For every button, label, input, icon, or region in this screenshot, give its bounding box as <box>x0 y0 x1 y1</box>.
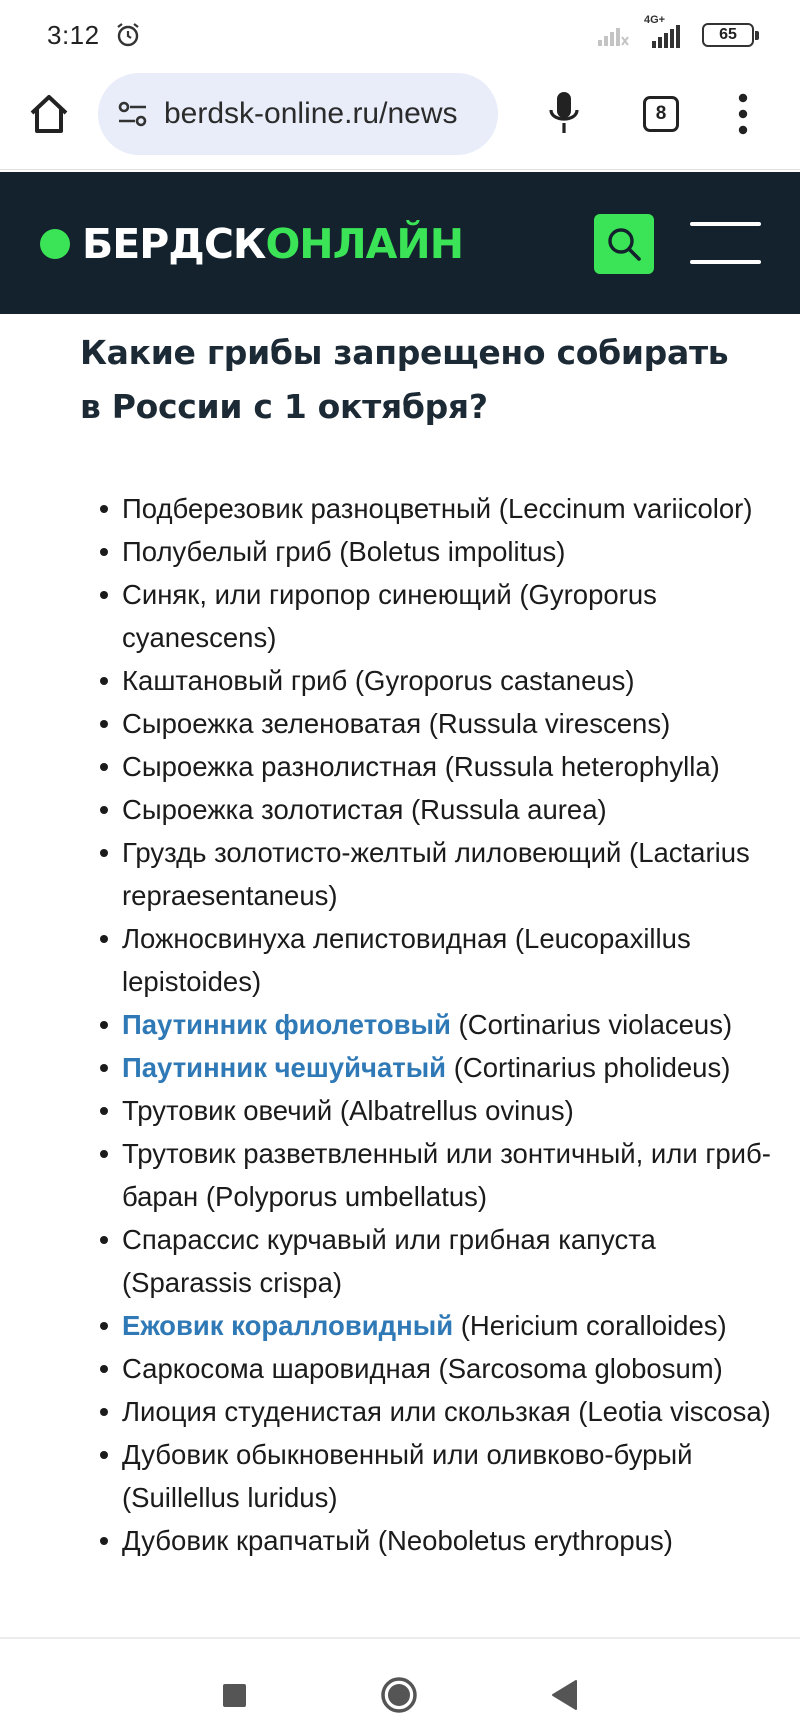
address-bar[interactable] <box>98 73 498 155</box>
home-circle-icon[interactable] <box>380 1676 418 1714</box>
more-vert-icon[interactable] <box>733 92 753 136</box>
list-item <box>122 1347 782 1390</box>
list-item-text: Ложносвинуха лепистовидная (Leucopaxillus lepistoides) <box>122 923 691 997</box>
list-item <box>122 1304 782 1347</box>
status-bar <box>0 0 800 70</box>
list-item <box>122 745 782 788</box>
list-item-text: Спарассис курчавый или грибная капуста (Sparassis crispa) <box>122 1224 656 1298</box>
article-title: Какие грибы запрещено собирать в России с 1 октября? <box>80 333 729 426</box>
logo-text-part1: БЕРДСК <box>82 220 266 268</box>
back-icon[interactable] <box>550 1679 578 1711</box>
list-item <box>122 1433 782 1519</box>
status-time: 3:12 <box>47 19 100 50</box>
signal-strong-icon <box>650 25 684 49</box>
list-item-text: Груздь золотисто-желтый лиловеющий (Lactarius repraesentaneus) <box>122 837 750 911</box>
list-item-text: Трутовик разветвленный или зонтичный, или гриб-баран (Polyporus umbellatus) <box>122 1138 771 1212</box>
site-logo[interactable] <box>40 220 463 268</box>
list-item-text: Сыроежка зеленоватая (Russula virescens) <box>122 708 671 739</box>
battery-icon <box>702 23 754 47</box>
list-item-text: (Cortinarius pholideus) <box>446 1052 731 1083</box>
list-item <box>122 917 782 1003</box>
battery-level: 65 <box>719 26 737 43</box>
burger-menu-icon[interactable] <box>690 222 761 264</box>
list-item <box>122 487 782 530</box>
list-item-link[interactable]: Паутинник фиолетовый <box>122 1009 451 1040</box>
browser-toolbar <box>0 70 800 170</box>
signal-weak-icon <box>596 23 630 47</box>
alarm-icon <box>114 21 142 49</box>
list-item <box>122 1003 782 1046</box>
mushroom-list <box>122 487 782 1562</box>
list-item-text: (Hericium coralloides) <box>453 1310 727 1341</box>
list-item <box>122 831 782 917</box>
list-item-text: Подберезовик разноцветный (Leccinum variicolor) <box>122 493 753 524</box>
list-item <box>122 573 782 659</box>
list-item <box>122 1519 782 1562</box>
recents-icon[interactable] <box>223 1684 246 1707</box>
search-button[interactable] <box>594 214 654 274</box>
list-item <box>122 659 782 702</box>
list-item <box>122 1132 782 1218</box>
signal-strong-wrapper <box>644 14 688 47</box>
list-item-text: Лиоция студенистая или скользкая (Leotia viscosa) <box>122 1396 771 1427</box>
list-item <box>122 1390 782 1433</box>
list-item-text: Саркосома шаровидная (Sarcosoma globosum) <box>122 1353 723 1384</box>
list-item <box>122 1046 782 1089</box>
list-item <box>122 530 782 573</box>
list-item <box>122 1089 782 1132</box>
burger-line <box>690 260 761 264</box>
list-item-link[interactable]: Ежовик коралловидный <box>122 1310 454 1341</box>
url-text[interactable]: berdsk-online.ru/news <box>164 97 458 130</box>
logo-text-part2: ОНЛАЙН <box>265 220 464 268</box>
list-item-text: Дубовик крапчатый (Neoboletus erythropus) <box>122 1525 673 1556</box>
list-item-text: Сыроежка разнолистная (Russula heterophylla) <box>122 751 720 782</box>
list-item-text: Дубовик обыкновенный или оливково-бурый (Suillellus luridus) <box>122 1439 693 1513</box>
list-item-text: Синяк, или гиропор синеющий (Gyroporus cyanescens) <box>122 579 657 653</box>
list-item-text: Сыроежка золотистая (Russula aurea) <box>122 794 607 825</box>
list-item-link[interactable]: Паутинник чешуйчатый <box>122 1052 447 1083</box>
burger-line <box>690 222 761 226</box>
tabs-icon[interactable] <box>643 96 679 132</box>
network-type-label: 4G+ <box>644 14 666 26</box>
list-item-text: Полубелый гриб (Boletus impolitus) <box>122 536 566 567</box>
tune-icon[interactable] <box>116 97 150 131</box>
list-item <box>122 702 782 745</box>
list-item <box>122 788 782 831</box>
list-item <box>122 1218 782 1304</box>
tab-count: 8 <box>655 103 667 124</box>
list-item-text: Каштановый гриб (Gyroporus castaneus) <box>122 665 635 696</box>
list-item-text: Трутовик овечий (Albatrellus ovinus) <box>122 1095 574 1126</box>
mic-icon[interactable] <box>548 90 580 136</box>
list-item-text: (Cortinarius violaceus) <box>450 1009 733 1040</box>
logo-dot-icon <box>40 229 70 259</box>
system-nav-bar <box>0 1637 800 1733</box>
search-icon <box>604 224 644 264</box>
home-icon[interactable] <box>27 92 71 136</box>
site-header <box>0 172 800 314</box>
